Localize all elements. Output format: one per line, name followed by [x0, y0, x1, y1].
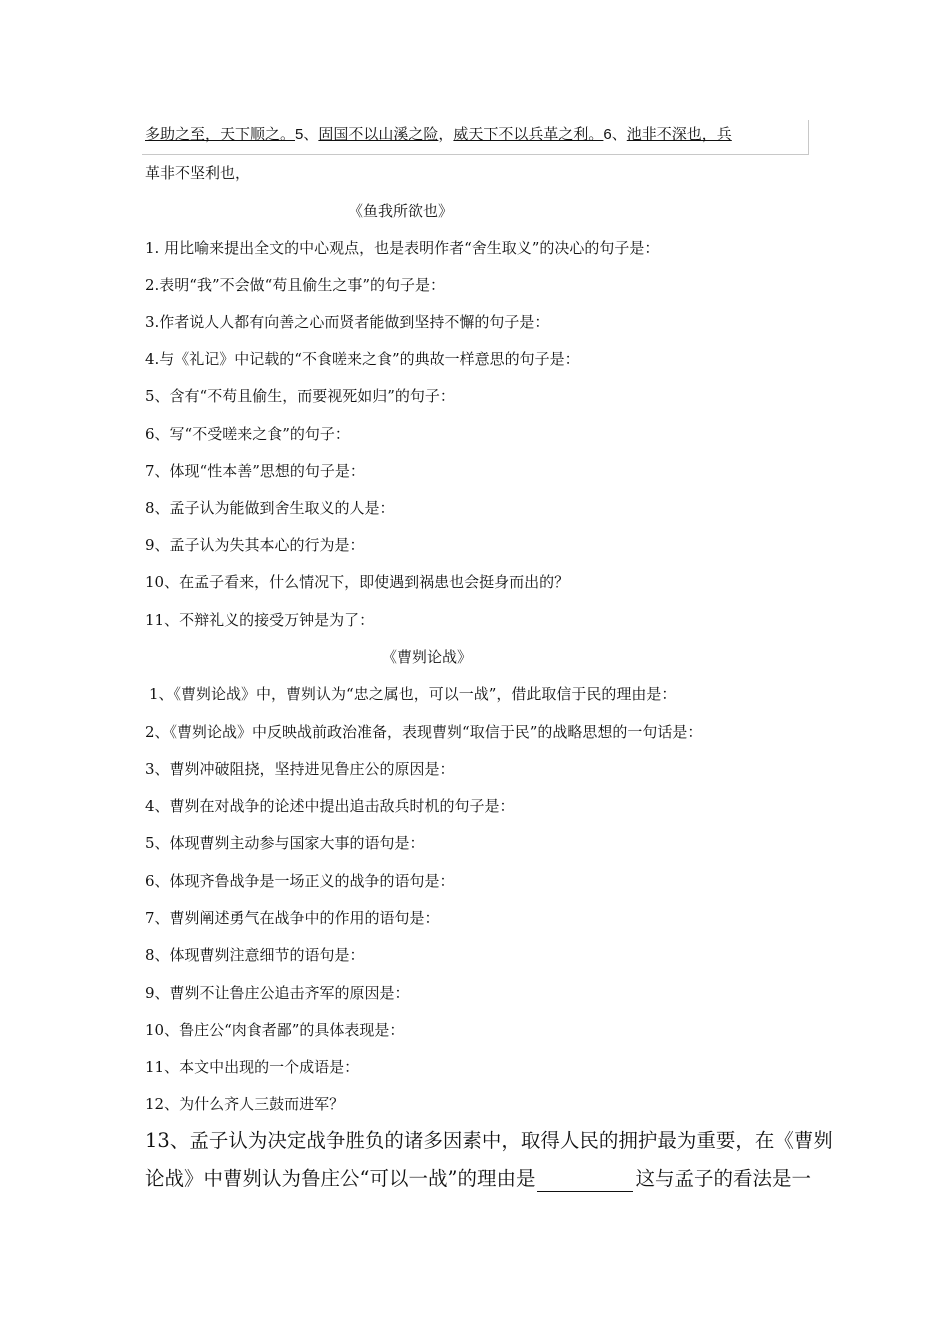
question-item: 3、曹刿冲破阻挠，坚持进见鲁庄公的原因是： — [145, 760, 455, 778]
underlined-text: 威天下不以兵革之利。 — [453, 125, 604, 143]
question-item: 9、孟子认为失其本心的行为是： — [145, 536, 365, 554]
question-item: 7、体现“性本善”思想的句子是： — [145, 462, 365, 480]
underlined-text: 固国不以山溪之险 — [318, 125, 439, 143]
section-title: 《曹刿论战》 — [382, 648, 473, 666]
question-item: 2.表明“我”不会做“苟且偷生之事”的句子是： — [145, 276, 445, 294]
question-item: 3.作者说人人都有向善之心而贤者能做到坚持不懈的句子是： — [145, 313, 550, 331]
question-item: 7、曹刿阐述勇气在战争中的作用的语句是： — [145, 909, 440, 927]
question-item: 4、曹刿在对战争的论述中提出追击敌兵时机的句子是： — [145, 797, 515, 815]
question-item: 1、《曹刿论战》中，曹刿认为“忠之属也，可以一战”，借此取信于民的理由是： — [149, 685, 677, 703]
question-item: 10、在孟子看来，什么情况下，即使遇到祸患也会挺身而出的？ — [145, 573, 570, 591]
underlined-text: 多助之至，天下顺之。 — [145, 125, 296, 143]
question-item: 8、孟子认为能做到舍生取义的人是： — [145, 499, 395, 517]
question-item: 10、鲁庄公“肉食者鄙”的具体表现是： — [145, 1021, 405, 1039]
question-item: 1. 用比喻来提出全文的中心观点，也是表明作者“舍生取义”的决心的句子是： — [145, 239, 660, 257]
question-item: 6、体现齐鲁战争是一场正义的战争的语句是： — [145, 872, 455, 890]
question-item: 11、不辩礼义的接受万钟是为了： — [145, 611, 375, 629]
question-item: 8、体现曹刿注意细节的语句是： — [145, 946, 365, 964]
top-continuation-line: 多助之至，天下顺之。5、固国不以山溪之险，威天下不以兵革之利。6、池非不深也，兵 — [145, 125, 732, 143]
top-continuation-line-2: 革非不坚利也， — [145, 164, 251, 182]
question-item: 11、本文中出现的一个成语是： — [145, 1058, 360, 1076]
section-title: 《鱼我所欲也》 — [348, 202, 454, 220]
question-item: 5、含有“不苟且偷生，而要视死如归”的句子： — [145, 387, 455, 405]
question-item: 4.与《礼记》中记载的“不食嗟来之食”的典故一样意思的句子是： — [145, 350, 580, 368]
underlined-text: 池非不深也，兵 — [626, 125, 732, 143]
question-item: 5、体现曹刿主动参与国家大事的语句是： — [145, 834, 425, 852]
question-item: 2、《曹刿论战》中反映战前政治准备，表现曹刿“取信于民”的战略思想的一句话是： — [145, 723, 703, 741]
question-item: 6、写“不受嗟来之食”的句子： — [145, 425, 350, 443]
answer-blank[interactable] — [537, 1171, 633, 1192]
question-item: 9、曹刿不让鲁庄公追击齐军的原因是： — [145, 984, 410, 1002]
question-item-large-line2: 论战》中曹刿认为鲁庄公“可以一战”的理由是 这与孟子的看法是一 — [145, 1167, 811, 1190]
question-item: 12、为什么齐人三鼓而进军？ — [145, 1095, 345, 1113]
question-item-large: 13、孟子认为决定战争胜负的诸多因素中，取得人民的拥护最为重要，在《曹刿 — [145, 1129, 833, 1152]
